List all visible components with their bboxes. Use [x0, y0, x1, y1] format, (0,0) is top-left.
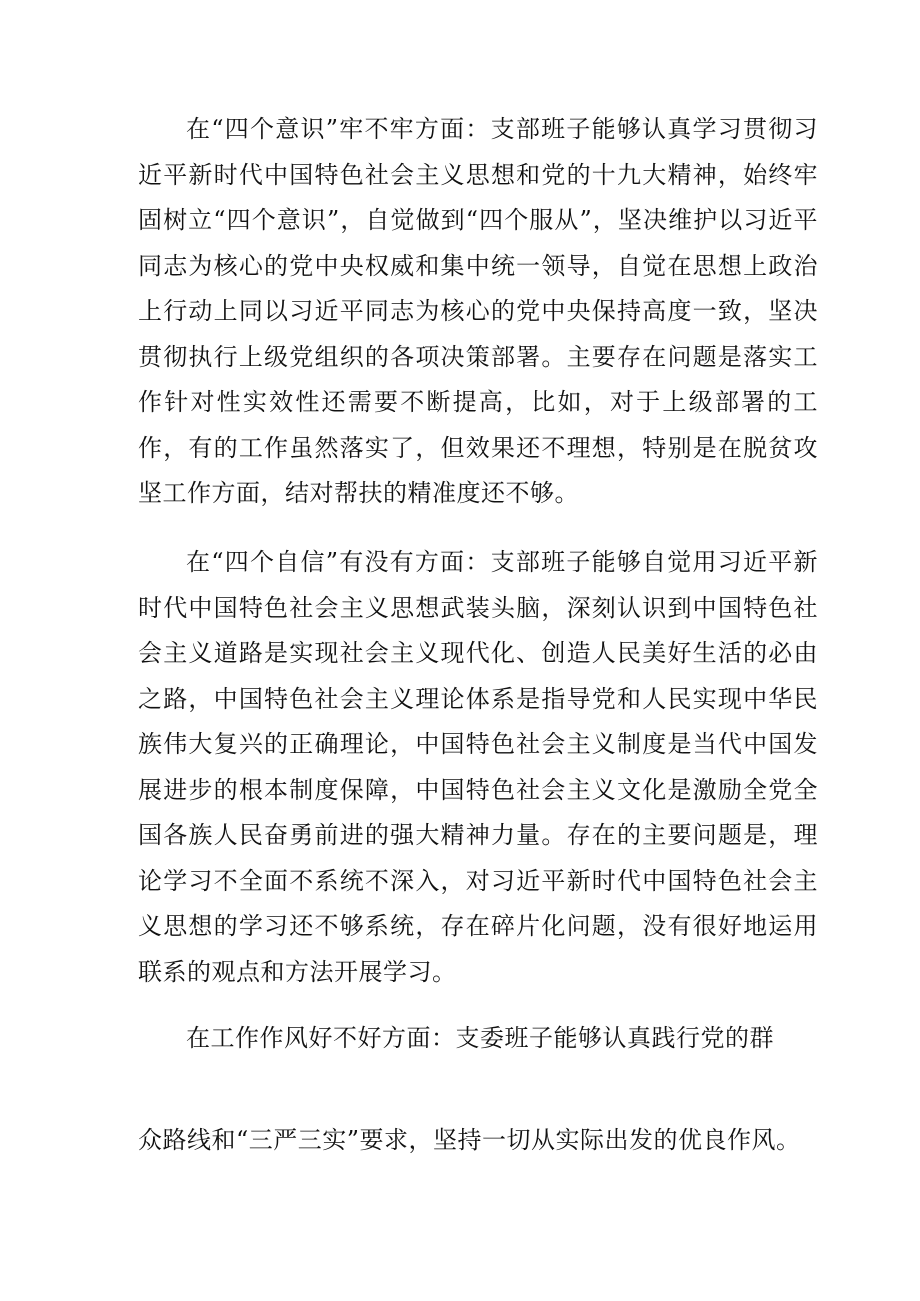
paragraph-work-style: 在工作作风好不好方面：支委班子能够认真践行党的群: [186, 1024, 774, 1052]
paragraph-four-consciousness: 在“四个意识”牢不牢方面：支部班子能够认真学习贯彻习近平新时代中国特色社会主义思想和党的十九大精神，始终牢固树立“四个意识”，自觉做到“四个服从”，坚决维护以习近平同志为核心的党中央权威和集中统一领导，自觉在思想上政治上行动上同以习近平同志为核心的党中央保持高度一致，坚决贯彻执行上级党组织的各项决策部署。主要存在问题是落实工作针对性实效性还需要不断提高，比如，对于上级部署的工作，有的工作虽然落实了，但效果还不理想，特别是在脱贫攻坚工作方面，结对帮扶的精准度还不够。: [138, 115, 818, 507]
paragraph-four-confidences: 在“四个自信”有没有方面：支部班子能够自觉用习近平新时代中国特色社会主义思想武装头脑，深刻认识到中国特色社会主义道路是实现社会主义现代化、创造人民美好生活的必由之路，中国特色社会主义理论体系是指导党和人民实现中华民族伟大复兴的正确理论，中国特色社会主义制度是当代中国发展进步的根本制度保障，中国特色社会主义文化是激励全党全国各族人民奋勇前进的强大精神力量。存在的主要问题是，理论学习不全面不系统不深入，对习近平新时代中国特色社会主义思想的学习还不够系统，存在碎片化问题，没有很好地运用联系的观点和方法开展学习。: [138, 548, 818, 986]
paragraph-work-style-continued: 众路线和“三严三实”要求，坚持一切从实际出发的优良作风。: [138, 1126, 801, 1154]
